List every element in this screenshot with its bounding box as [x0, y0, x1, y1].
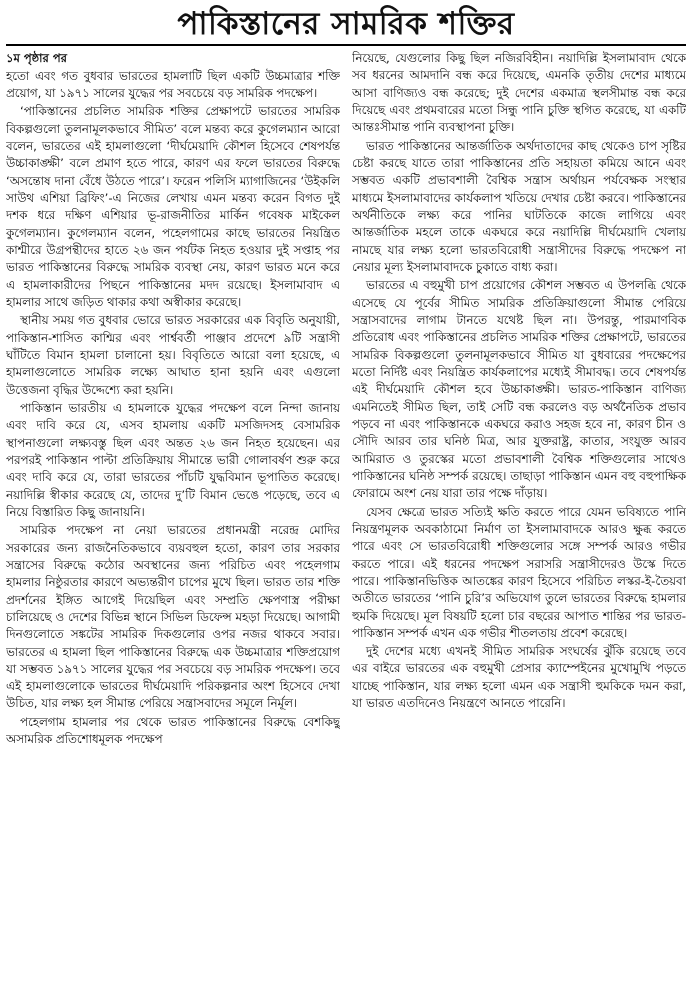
paragraph: সামরিক পদক্ষেপ না নেয়া ভারতের প্রধানমন্ত্রী নরেন্দ্র মোদির সরকারের জন্য রাজনৈতিকভাবে ব্যয়বহুল হতো, কারণ তার সরকার সন্ত্রাসের বিরুদ্ধে কঠোর অবস্থানের জন্য পরিচিত এবং পহেলগাম হামলার নিষ্ঠুরতার কারণে অভ্যন্তরীণ চাপের মুখে ছিল। ভারত তার শক্তি প্রদর্শনের ইঙ্গিত আগেই দিয়েছিল এবং সম্প্রতি ক্ষেপণাস্ত্র পরীক্ষা চালিয়েছে ও দেশের বিভিন্ন স্থানে সিভিল ডিফেন্স মহড়া দিয়েছে। আগামী দিনগুলোতে সঙ্কটের সামরিক দিকগুলোর ওপর নজর থাকবে সবার। ভারতের এ হামলা ছিল পাকিস্তানের বিরুদ্ধে এক উচ্চমাত্রার শক্তিপ্রয়োগ যা সম্ভবত ১৯৭১ সালের যুদ্ধের পর সবচেয়ে বড় সামরিক পদক্ষেপ। তবে এই হামলাগুলোকে ভারতের দীর্ঘমেয়াদি পরিকল্পনার অংশ হিসেবে দেখা উচিত, যার লক্ষ্য হল সীমান্ত পেরিয়ে সন্ত্রাসবাদের সমূলে নির্মূল।: [6, 523, 340, 711]
paragraph: পাকিস্তান ভারতীয় এ হামলাকে যুদ্ধের পদক্ষেপ বলে নিন্দা জানায় এবং দাবি করে যে, এসব হামলায় একটি মসজিদসহ বেসামরিক স্থাপনাগুলো লক্ষ্যবস্তু ছিল এবং অন্তত ২৬ জন নিহত হয়েছেন। এর পরপরই পাকিস্তান পাল্টা প্রতিক্রিয়ায় সীমান্তে ভারী গোলাবর্ষণ শুরু করে এবং দাবি করে যে, তারা ভারতের পাঁচটি যুদ্ধবিমান ভূপাতিত করেছে। নয়াদিল্লি স্বীকার করেছে যে, তাদের দু’টি বিমান ভেঙে পড়েছে, তবে এ নিয়ে বিস্তারিত কিছু জানায়নি।: [6, 400, 340, 519]
paragraph: যেসব ক্ষেত্রে ভারত সত্যিই ক্ষতি করতে পারে যেমন ভবিষ্যতে পানি নিয়ন্ত্রণমূলক অবকাঠামো নির্মাণ তা ইসলামাবাদকে আরও ক্ষুব্ধ করতে পারে এবং সে ভারতবিরোধী শক্তিগুলোর সঙ্গে সম্পর্ক আরও গভীর করতে পারে। এই ধরনের পদক্ষেপ সরাসরি সন্ত্রাসীদেরও উস্কে দিতে পারে। পাকিস্তানভিত্তিক আতঙ্কের কারণ হিসেবে পরিচিত লস্কর-ই-তৈয়বা অতীতে ভারতের ‘পানি চুরি’র অভিযোগ তুলে ভারতের বিরুদ্ধে হামলার হুমকি দিয়েছে। মূল বিষয়টি হলো চার বছরের আপাত শান্তির পর ভারত-পাকিস্তান সম্পর্ক এখন এক গভীর শীতলতায় প্রবেশ করেছে।: [352, 504, 686, 640]
continuation-kicker: ১ম পৃষ্ঠার পর: [6, 51, 67, 65]
paragraph: পহেলগাম হামলার পর থেকে ভারত পাকিস্তানের বিরুদ্ধে বেশকিছু অসামরিক প্রতিশোধমূলক পদক্ষেপ: [6, 714, 340, 747]
paragraph: নিয়েছে, যেগুলোর কিছু ছিল নজিরবিহীন। নয়াদিল্লি ইসলামাবাদ থেকে সব ধরনের আমদানি বন্ধ করে দিয়েছে, এমনকি তৃতীয় দেশের মাধ্যমে আসা বাণিজ্যও বন্ধ করেছে; দুই দেশের একমাত্র স্থলসীমান্ত বন্ধ করে দিয়েছে এবং প্রথমবারের মতো সিন্ধু পানি চুক্তি স্থগিত করেছে, যা একটি আন্তঃসীমান্ত পানি ব্যবস্থাপনা চুক্তি।: [352, 51, 686, 135]
paragraph: হতো এবং গত বুধবার ভারতের হামলাটি ছিল একটি উচ্চমাত্রার শক্তি প্রয়োগ, যা ১৯৭১ সালের যুদ্ধের পর সবচেয়ে বড় সামরিক পদক্ষেপ।: [6, 68, 340, 100]
paragraph: ‘পাকিস্তানের প্রচলিত সামরিক শক্তির প্রেক্ষাপটে ভারতের সামরিক বিকল্পগুলো তুলনামূলকভাবে সীমিত’ বলে মন্তব্য করে কুগেলম্যান আরো বলেন, ভারতের এই হামলাগুলো ‘দীর্ঘমেয়াদি কৌশল হিসেবে শেষপর্যন্ত উচ্চাকাঙ্ক্ষী’ বলে প্রমাণ হতে পারে, কারণ এর ফলে ভারতের বিরুদ্ধে ‘অসন্তোষ দানা বেঁধে উঠতে পারে’। ফরেন পলিসি ম্যাগাজিনের ‘উইকলি সাউথ এশিয়া ব্রিফিং’-এ নিজের লেখায় এমন মন্তব্য করেন বিগত দুই দশক ধরে দক্ষিণ এশিয়ার ভূ-রাজনীতির মার্কিন গবেষক মাইকেল কুগেলম্যান। কুগেলম্যান বলেন, পহেলগামের কাছে ভারতের নিয়ন্ত্রিত কাশ্মীরে উগ্রপন্থীদের হাতে ২৬ জন পর্যটক নিহত হওয়ার দুই সপ্তাহ পর ভারত পাকিস্তানের বিরুদ্ধে সামরিক ব্যবস্থা নেয়, কারণ ভারত মনে করে এ হামলাকারীদের পিছনে পাকিস্তানের মদদ রয়েছে। ইসলামাবাদ এ হামলার সাথে জড়িত থাকার কথা অস্বীকার করেছে।: [6, 104, 340, 309]
paragraph: ভারতের এ বহুমুখী চাপ প্রয়োগের কৌশল সম্ভবত এ উপলব্ধি থেকে এসেছে যে পূর্বের সীমিত সামরিক প্রতিক্রিয়াগুলো সীমান্ত পেরিয়ে সন্ত্রাসবাদের লাগাম টানতে যথেষ্ট ছিল না। উপরন্তু, পারমাণবিক প্রতিরোধ এবং পাকিস্তানের প্রচলিত সামরিক শক্তির প্রেক্ষাপটে, ভারতের সামরিক বিকল্পগুলো তুলনামূলকভাবে সীমিত যা বুধবারের পদক্ষেপের মতো নির্দিষ্ট এবং নিয়ন্ত্রিত কার্যকলাপের মধ্যেই সীমাবদ্ধ। তবে শেষপর্যন্ত এই দীর্ঘমেয়াদি কৌশল হবে উচ্চাকাঙ্ক্ষী। ভারত-পাকিস্তান বাণিজ্য এমনিতেই সীমিত ছিল, তাই সেটি বন্ধ করলেও বড় অর্থনৈতিক প্রভাব পড়বে না এবং পাকিস্তানকে একঘরে করাও সহজ হবে না, কারণ চীন ও সৌদি আরব তার ঘনিষ্ঠ মিত্র, আর যুক্তরাষ্ট্র, কাতার, সংযুক্ত আরব আমিরাত ও তুরস্কের মতো প্রভাবশালী বৈশ্বিক শক্তিগুলোর সাথেও পাকিস্তানের ঘনিষ্ঠ সম্পর্ক রয়েছে। তাছাড়া পাকিস্তান এমন বহু বহুপাক্ষিক ফোরামে অংশ নেয় যারা তার পক্ষে দাঁড়ায়।: [352, 278, 686, 501]
right-column: [352, 50, 686, 749]
paragraph: ভারত পাকিস্তানের আন্তর্জাতিক অর্থদাতাদের কাছ থেকেও চাপ সৃষ্টির চেষ্টা করছে যাতে তারা পাকিস্তানের প্রতি সহায়তা কমিয়ে আনে এবং সম্ভবত একটি প্রভাবশালী বৈশ্বিক সন্ত্রাস অর্থায়ন পর্যবেক্ষক সংস্থার মাধ্যমে ইসলামাবাদের কার্যকলাপ খতিয়ে দেখার চেষ্টা করবে। পাকিস্তানের অর্থনীতিকে লক্ষ্য করে পানির ঘাটতিকে কাজে লাগিয়ে এবং আন্তর্জাতিক মহলে তাকে একঘরে করে নয়াদিল্লি দীর্ঘমেয়াদি খেলায় নামছে যার লক্ষ্য হলো ভারতবিরোধী সন্ত্রাসীদের বিরুদ্ধে পদক্ষেপ না নেয়ার মূল্য ইসলামাবাদকে চুকাতে বাধ্য করা।: [352, 138, 686, 274]
headline-bar: [6, 4, 686, 46]
paragraph: দুই দেশের মধ্যে এখনই সীমিত সামরিক সংঘর্ষের ঝুঁকি রয়েছে তবে এর বাইরে ভারতের এক বহুমুখী প্রেসার ক্যাম্পেইনের মুখোমুখি পড়তে যাচ্ছে পাকিস্তান, যার লক্ষ্য হলো এমন এক সন্ত্রাসী হুমকিকে দমন করা, যা ভারত এতদিনেও নিয়ন্ত্রণে আনতে পারেনি।: [352, 644, 686, 711]
left-column: [6, 50, 340, 749]
article-columns: [6, 50, 686, 749]
paragraph: স্থানীয় সময় গত বুধবার ভোরে ভারত সরকারের এক বিবৃতি অনুযায়ী, পাকিস্তান-শাসিত কাশ্মির এবং পার্শ্ববর্তী পাঞ্জাব প্রদেশে ৯টি সন্ত্রাসী ঘাঁটিতে বিমান হামলা চালানো হয়। বিবৃতিতে আরো বলা হয়েছে, এ হামলাগুলোতে সামরিক লক্ষ্যে আঘাত হানা হয়নি এবং এগুলো উত্তেজনা বৃদ্ধির উদ্দেশ্যে করা হয়নি।: [6, 313, 340, 397]
headline: পাকিস্তানের সামরিক শক্তির: [177, 6, 515, 42]
